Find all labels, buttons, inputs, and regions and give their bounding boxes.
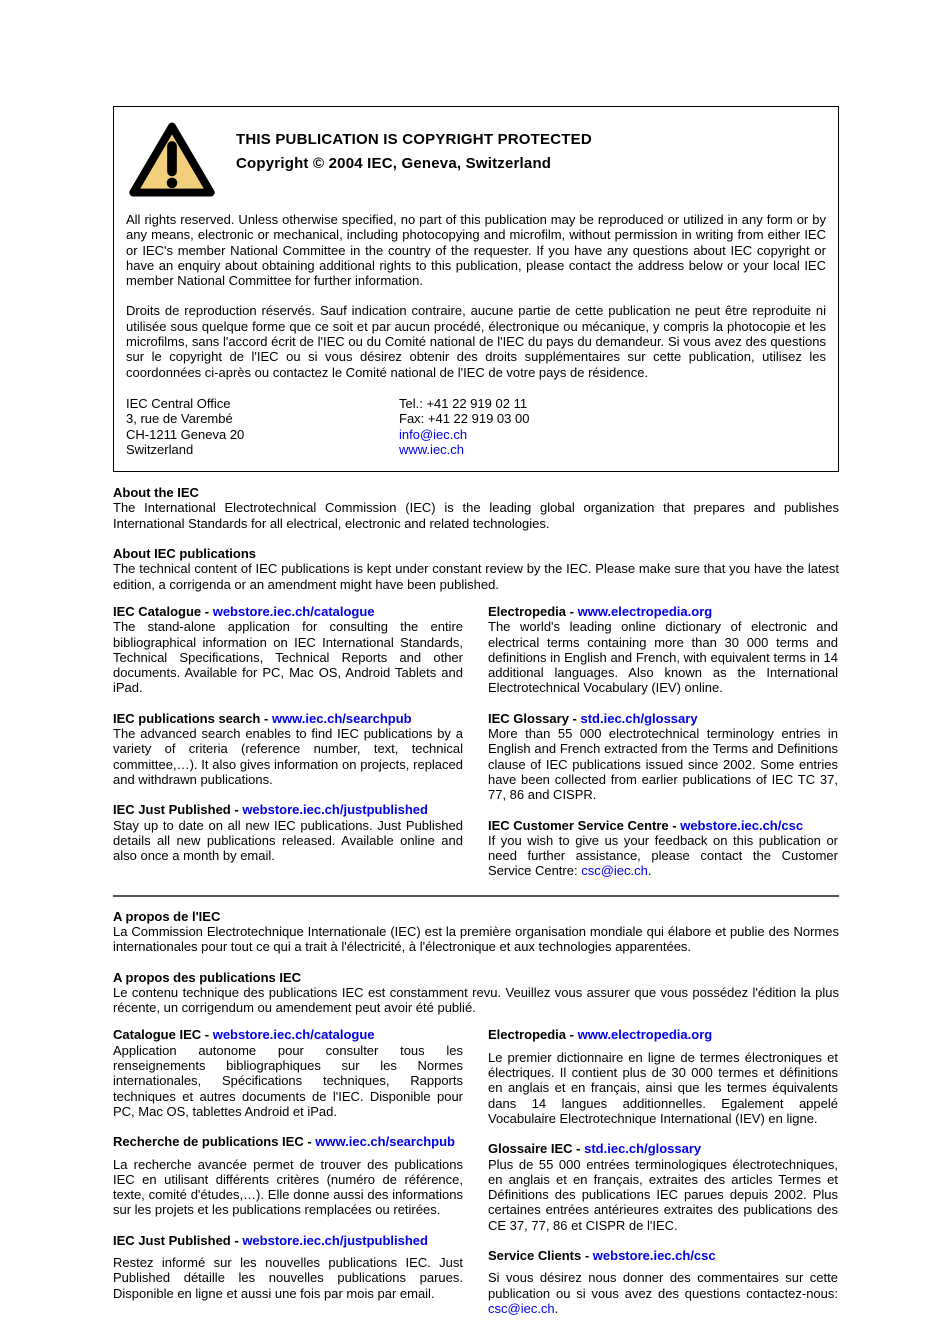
- glossary-link[interactable]: std.iec.ch/glossary: [580, 710, 698, 726]
- block-title: Glossaire IEC -: [488, 1141, 581, 1157]
- block-title: IEC Just Published -: [113, 1232, 239, 1248]
- pub-block-iec-catalogue: [113, 604, 463, 696]
- block-body: More than 55 000 electrotechnical terminology entries in English and French extracted from the Terms and Definitions clause of IEC publications issued since 2002. Some entries have been collected from earlier publications of IEC TC 37, 77, 86 and CISPR.: [488, 726, 838, 803]
- pub-block-catalogue-fr: [113, 1027, 463, 1119]
- catalogue-link-fr[interactable]: webstore.iec.ch/catalogue: [212, 1027, 375, 1043]
- pub-block-electropedia-en: [488, 604, 838, 696]
- rights-paragraph-fr: Droits de reproduction réservés. Sauf indication contraire, aucune partie de cette publication ne peut être reproduite ni utilisée sous quelque forme que ce soit et par aucun procédé, électronique ou mécanique, y compris la photocopie et les microfilms, sans l'accord écrit de l'IEC ou du Comité national de l'IEC du pays du demandeur. Si vous avez des questions sur le copyright de l'IEC ou si vous désirez obtenir des droits supplémentaires sur cette publication, utilisez les coordonnées ci-après ou contactez le Comité national de l'IEC de votre pays de résidence.: [126, 303, 826, 380]
- website-link[interactable]: www.iec.ch: [399, 441, 465, 457]
- apropos-iec-heading: A propos de l'IEC: [113, 908, 221, 924]
- copyright-titles: [236, 131, 592, 173]
- address-line: 3, rue de Varembé: [126, 411, 233, 427]
- block-body: Restez informé sur les nouvelles publications IEC. Just Published détaille les nouvelles publications parues. Disponible en ligne et aussi une fois par mois par email.: [113, 1255, 463, 1301]
- section-divider: [113, 895, 839, 897]
- block-body: Stay up to date on all new IEC publications. Just Published details all new publications released. Available online and also once a month by email.: [113, 817, 463, 864]
- about-publications-body: The technical content of IEC publications is kept under constant review by the IEC. Please make sure that you have the latest edition, a corrigenda or an amendment might have been published.: [113, 561, 839, 592]
- pub-block-customer-service-en: IEC Customer Service Centre - webstore.iec.ch/csc If you wish to give us your feedback on this publication or need further assistance, please contact the Customer Service Centre: csc@iec.ch.: [488, 817, 838, 879]
- resources-columns-fr: [113, 1027, 839, 1316]
- glossary-link-fr[interactable]: std.iec.ch/glossary: [584, 1141, 702, 1157]
- resources-column-left-fr: [113, 1027, 463, 1316]
- pub-block-recherche-fr: [113, 1134, 463, 1217]
- section-about-iec-fr: [113, 909, 839, 1016]
- pub-block-service-clients-fr: Service Clients - webstore.iec.ch/csc Si vous désirez nous donner des commentaires sur cette publication ou si vous avez des questions contactez-nous: csc@iec.ch.: [488, 1248, 838, 1316]
- fax-number: Fax: +41 22 919 03 00: [399, 411, 530, 427]
- address-line: CH-1211 Geneva 20: [126, 426, 245, 442]
- pub-block-electropedia-fr: [488, 1027, 838, 1126]
- apropos-iec-body: La Commission Electrotechnique Internationale (IEC) est la première organisation mondiale qui élabore et publie des Normes internationales pour tout ce qui a trait à l'électricité, à l'électronique et aux technologies apparentées.: [113, 923, 839, 955]
- resources-columns-en: [113, 604, 839, 879]
- justpublished-link[interactable]: webstore.iec.ch/justpublished: [242, 802, 428, 818]
- catalogue-link[interactable]: webstore.iec.ch/catalogue: [212, 603, 375, 619]
- resources-column-right-fr: [488, 1027, 838, 1316]
- block-body: Plus de 55 000 entrées terminologiques électrotechniques, en anglais et en français, extraites des articles Termes et Définitions des publications IEC parues depuis 2002. Plus certaines entrées antérieures extraites des publications des CE 37, 77, 86 et CISPR de l'IEC.: [488, 1156, 838, 1233]
- block-body: Application autonome pour consulter tous les renseignements bibliographiques sur les Normes internationales, Spécifications techniques, Rapports techniques et autres documents de l'IEC. Disponible pour PC, Mac OS, tablettes Android et iPad.: [113, 1042, 463, 1119]
- rights-paragraph-en: All rights reserved. Unless otherwise specified, no part of this publication may be reproduced or utilized in any form or by any means, electronic or mechanical, including photocopying and microfilm, without permission in writing from either IEC or IEC's member National Committee in the country of the requester. If you have any questions about IEC copyright or have an enquiry about obtaining additional rights to this publication, please contact the address below or your local IEC member National Committee for further information.: [126, 212, 826, 289]
- apropos-publications-body: Le contenu technique des publications IEC est constamment revu. Veuillez vous assurer que vous possédez l'édition la plus récente, un corrigendum ou amendement peut avoir été publié.: [113, 984, 839, 1016]
- block-title: IEC Glossary -: [488, 710, 577, 726]
- contact-column: [399, 396, 826, 457]
- block-title: Electropedia -: [488, 603, 574, 619]
- about-iec-heading: About the IEC: [113, 485, 199, 501]
- block-body: If you wish to give us your feedback on this publication or need further assistance, please contact the Customer Service Centre:: [488, 832, 838, 879]
- block-title: Electropedia -: [488, 1027, 574, 1043]
- block-body: Si vous désirez nous donner des commentaires sur cette publication ou si vous avez des questions contactez-nous:: [488, 1270, 838, 1301]
- block-body: The stand-alone application for consulting the entire bibliographical information on IEC International Standards, Technical Specifications, Technical Reports and other documents. Available for PC, Mac OS, Android Tablets and iPad.: [113, 619, 463, 696]
- copyright-box-header: [124, 121, 828, 204]
- block-title: IEC publications search -: [113, 710, 269, 726]
- csc-email-link-fr[interactable]: csc@iec.ch: [488, 1300, 555, 1316]
- csc-link[interactable]: webstore.iec.ch/csc: [680, 817, 804, 833]
- block-title: IEC Customer Service Centre -: [488, 817, 677, 833]
- page-content: [113, 106, 839, 1316]
- block-body: The world's leading online dictionary of electronic and electrical terms containing more than 30 000 terms and definitions in English and French, with equivalent terms in 14 additional languages. Also known as the International Electrotechnical Vocabulary (IEV) online.: [488, 619, 838, 696]
- block-body: La recherche avancée permet de trouver des publications IEC en utilisant différents critères (numéro de référence, texte, comité d'études,…). Elle donne aussi des informations sur les projets et les publications remplacées ou retirées.: [113, 1156, 463, 1218]
- block-body: Le premier dictionnaire en ligne de termes électroniques et électriques. Il contient plus de 30 000 termes et définitions en anglais et en français, ainsi que les termes équivalents dans 14 langues additionnelles. Egalement appelé Vocabulaire Electrotechnique International (IEV) en ligne.: [488, 1049, 838, 1126]
- copyright-box: [113, 106, 839, 472]
- contact-block: [126, 396, 826, 457]
- block-title: IEC Just Published -: [113, 802, 239, 818]
- block-body: The advanced search enables to find IEC publications by a variety of criteria (reference number, text, technical committee,…). It also gives information on projects, replaced and withdrawn publications.: [113, 726, 463, 787]
- about-iec-body: The International Electrotechnical Commission (IEC) is the leading global organization that prepares and publishes International Standards for all electrical, electronic and related technologies.: [113, 500, 839, 531]
- address-column: [126, 396, 399, 457]
- searchpub-link[interactable]: www.iec.ch/searchpub: [271, 710, 412, 726]
- resources-column-right-en: [488, 604, 838, 879]
- csc-email-link[interactable]: csc@iec.ch: [581, 863, 648, 879]
- copyright-subtitle: Copyright © 2004 IEC, Geneva, Switzerland: [236, 155, 552, 172]
- justpublished-link-fr[interactable]: webstore.iec.ch/justpublished: [242, 1232, 428, 1248]
- pub-block-just-published-fr: [113, 1233, 463, 1301]
- searchpub-link-fr[interactable]: www.iec.ch/searchpub: [315, 1134, 455, 1150]
- pub-block-iec-glossary: [488, 711, 838, 803]
- about-publications-heading: About IEC publications: [113, 546, 256, 562]
- pub-block-just-published-en: [113, 802, 463, 863]
- email-link[interactable]: info@iec.ch: [399, 426, 468, 442]
- warning-icon: [128, 121, 216, 204]
- block-title: IEC Catalogue -: [113, 603, 210, 619]
- electropedia-link-fr[interactable]: www.electropedia.org: [577, 1027, 713, 1043]
- resources-column-left-en: [113, 604, 463, 879]
- phone-number: Tel.: +41 22 919 02 11: [399, 395, 528, 411]
- pub-block-publications-search: [113, 711, 463, 787]
- block-title: Recherche de publications IEC -: [113, 1134, 312, 1150]
- csc-link-fr[interactable]: webstore.iec.ch/csc: [592, 1248, 716, 1264]
- address-line: IEC Central Office: [126, 395, 231, 411]
- electropedia-link[interactable]: www.electropedia.org: [577, 603, 713, 619]
- block-title: Service Clients -: [488, 1248, 590, 1264]
- section-about-iec-en: [113, 485, 839, 592]
- block-title: Catalogue IEC -: [113, 1027, 210, 1043]
- copyright-title: THIS PUBLICATION IS COPYRIGHT PROTECTED: [236, 131, 592, 148]
- pub-block-glossaire-fr: [488, 1141, 838, 1233]
- address-line: Switzerland: [126, 441, 194, 457]
- apropos-publications-heading: A propos des publications IEC: [113, 969, 302, 985]
